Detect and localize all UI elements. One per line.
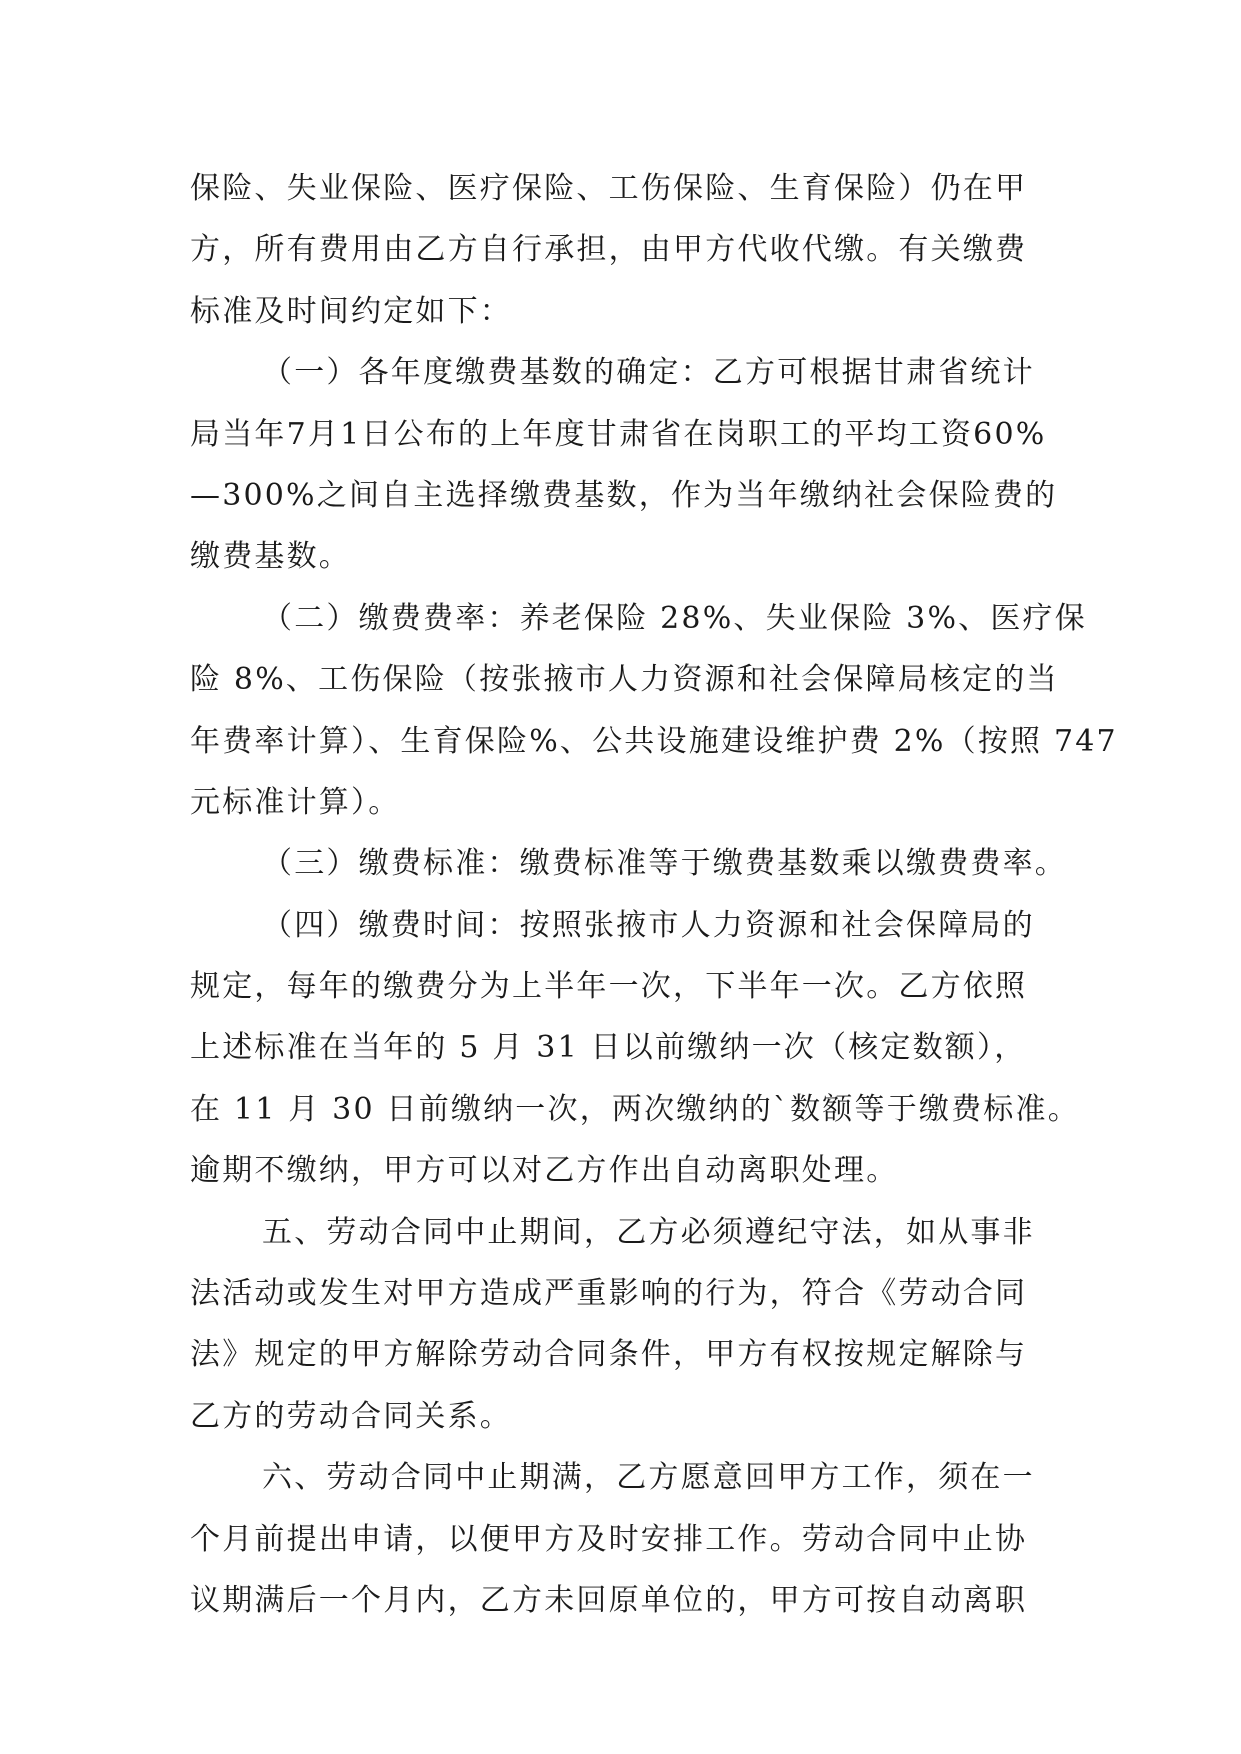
text-line-5: 局当年7月1日公布的上年度甘肃省在岗职工的平均工资60% [190, 416, 1047, 452]
text-line-22: 六、劳动合同中止期满，乙方愿意回甲方工作，须在一 [262, 1460, 1035, 1496]
text-line-16: 在 11 月 30 日前缴纳一次，两次缴纳的`数额等于缴费标准。 [190, 1091, 1080, 1127]
text-line-8: （二）缴费费率：养老保险 28%、失业保险 3%、医疗保 [262, 600, 1087, 636]
document-body [190, 158, 1118, 1631]
text-line-18: 五、劳动合同中止期间，乙方必须遵纪守法，如从事非 [262, 1214, 1035, 1250]
text-line-4: （一）各年度缴费基数的确定：乙方可根据甘肃省统计 [262, 355, 1035, 391]
text-line-21: 乙方的劳动合同关系。 [190, 1398, 512, 1434]
text-line-23: 个月前提出申请，以便甲方及时安排工作。劳动合同中止协 [190, 1521, 1028, 1557]
text-line-20: 法》规定的甲方解除劳动合同条件，甲方有权按规定解除与 [190, 1337, 1028, 1373]
text-line-14: 规定，每年的缴费分为上半年一次，下半年一次。乙方依照 [190, 969, 1028, 1005]
text-line-19: 法活动或发生对甲方造成严重影响的行为，符合《劳动合同 [190, 1276, 1028, 1312]
text-line-17: 逾期不缴纳，甲方可以对乙方作出自动离职处理。 [190, 1153, 899, 1189]
text-line-12: （三）缴费标准：缴费标准等于缴费基数乘以缴费费率。 [262, 846, 1067, 882]
text-line-2: 方，所有费用由乙方自行承担，由甲方代收代缴。有关缴费 [190, 232, 1028, 268]
text-line-24: 议期满后一个月内，乙方未回原单位的，甲方可按自动离职 [190, 1582, 1028, 1618]
text-line-7: 缴费基数。 [190, 539, 351, 575]
text-line-6: —300%之间自主选择缴费基数，作为当年缴纳社会保险费的 [190, 477, 1058, 513]
text-line-11: 元标准计算）。 [190, 784, 401, 820]
text-line-3: 标准及时间约定如下： [190, 293, 512, 329]
text-line-13: （四）缴费时间：按照张掖市人力资源和社会保障局的 [262, 907, 1035, 943]
text-line-10: 年费率计算）、生育保险%、公共设施建设维护费 2%（按照 747 [190, 723, 1118, 759]
text-line-1: 保险、失业保险、医疗保险、工伤保险、生育保险）仍在甲 [190, 171, 1028, 206]
text-line-9: 险 8%、工伤保险（按张掖市人力资源和社会保障局核定的当 [190, 662, 1059, 698]
text-line-15: 上述标准在当年的 5 月 31 日以前缴纳一次（核定数额）， [190, 1030, 1027, 1066]
